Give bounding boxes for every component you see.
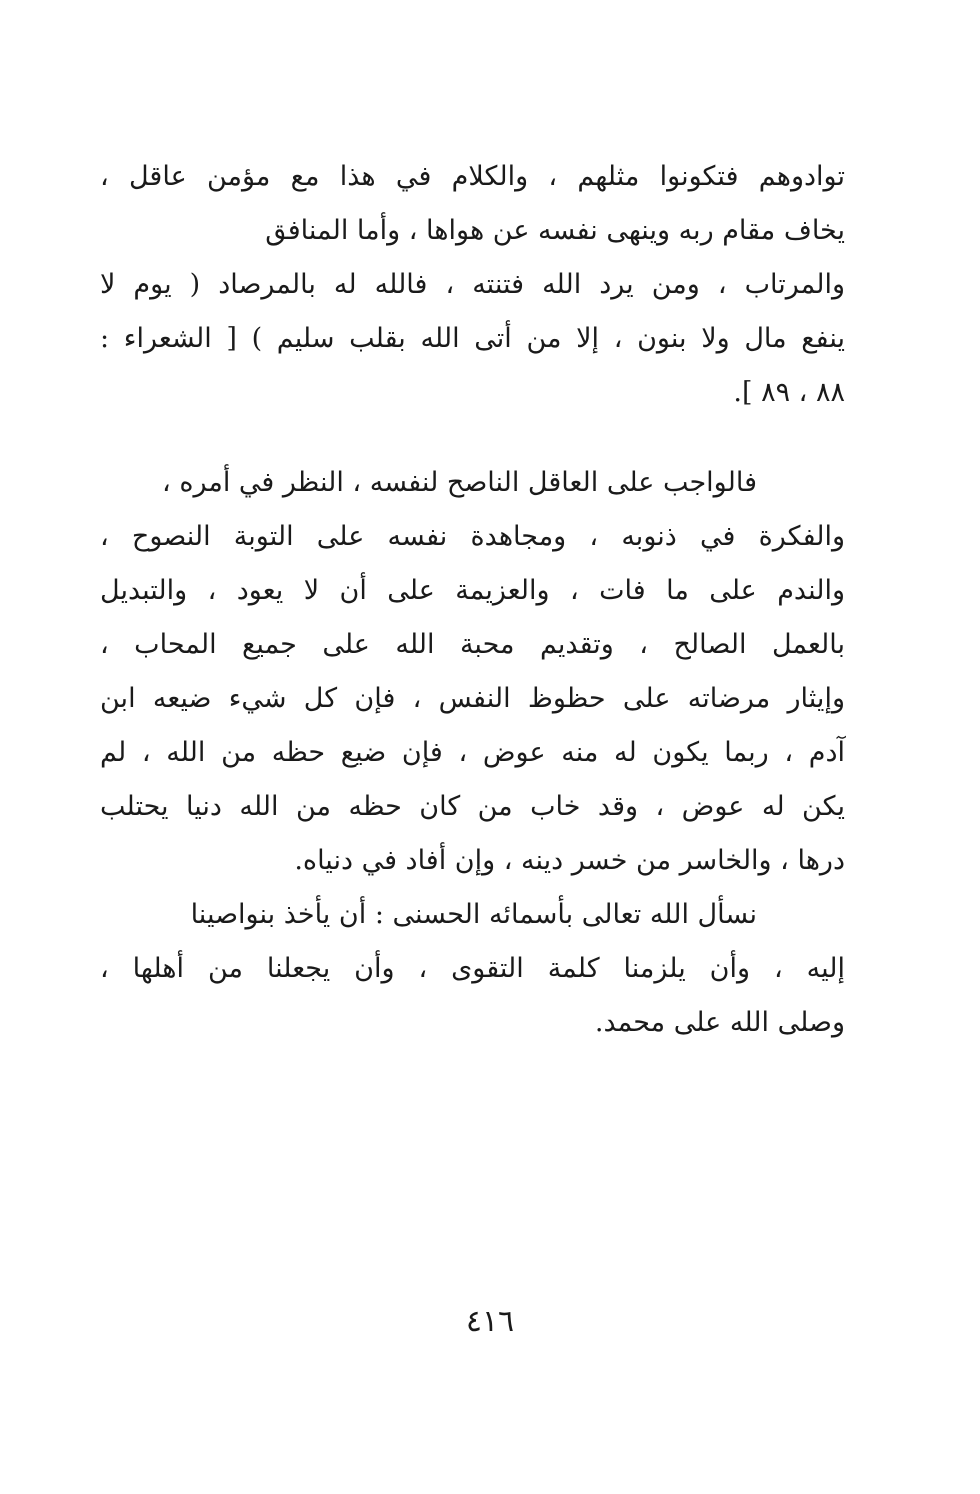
- text-line: إليه ، وأن يلزمنا كلمة التقوى ، وأن يجعلنا من أهلها ،: [100, 953, 845, 984]
- page-number: ٤١٦: [465, 1304, 515, 1339]
- text-line: والفكرة في ذنوبه ، ومجاهدة نفسه على التوبة النصوح ،: [100, 521, 845, 552]
- text-line: نسأل الله تعالى بأسمائه الحسنى : أن يأخذ بنواصينا: [190, 899, 757, 930]
- text-line: وصلى الله على محمد.: [594, 1007, 845, 1038]
- text-line: ٨٨ ، ٨٩ ].: [733, 377, 845, 408]
- paragraph-3: [100, 888, 845, 1050]
- text-line: بالعمل الصالح ، وتقديم محبة الله على جميع المحاب ،: [100, 629, 845, 660]
- text-line: والمرتاب ، ومن يرد الله فتنته ، فالله له بالمرصاد ( يوم لا: [100, 269, 845, 300]
- paragraph-2: [100, 456, 845, 888]
- text-line: والندم على ما فات ، والعزيمة على أن لا يعود ، والتبديل: [100, 575, 845, 606]
- text-line: وإيثار مرضاته على حظوظ النفس ، فإن كل شيء ضيعه ابن: [100, 683, 845, 714]
- paragraph-1: [100, 150, 845, 420]
- text-line: فالواجب على العاقل الناصح لنفسه ، النظر في أمره ،: [162, 467, 757, 498]
- text-line: يخاف مقام ربه وينهى نفسه عن هواها ، وأما المنافق: [265, 215, 845, 246]
- text-line: آدم ، ربما يكون له منه عوض ، فإن ضيع حظه من الله ، لم: [100, 737, 845, 768]
- text-line: يكن له عوض ، وقد خاب من كان حظه من الله دنيا يحتلب: [100, 791, 845, 822]
- text-line: ينفع مال ولا بنون ، إلا من أتى الله بقلب سليم ) [ الشعراء :: [100, 323, 845, 354]
- text-line: درها ، والخاسر من خسر دينه ، وإن أفاد في دنياه.: [294, 845, 845, 876]
- text-line: توادوهم فتكونوا مثلهم ، والكلام في هذا مع مؤمن عاقل ،: [100, 161, 845, 192]
